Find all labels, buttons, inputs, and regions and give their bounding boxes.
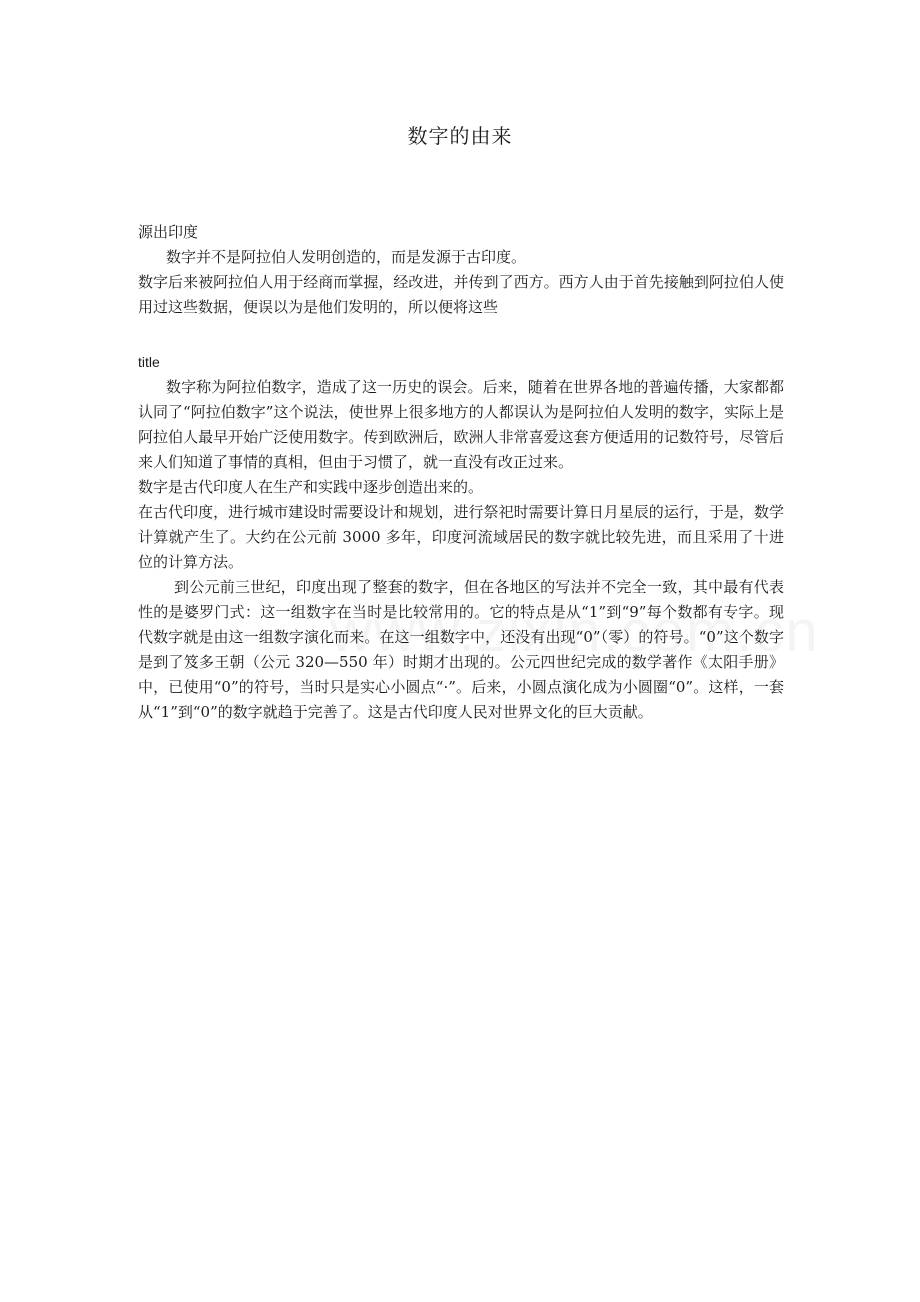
paragraph: 数字是古代印度人在生产和实践中逐步创造出来的。 — [138, 478, 484, 496]
paragraph: 数字并不是阿拉伯人发明创造的，而是发源于古印度。 — [166, 248, 527, 266]
section-heading-title: title — [138, 354, 160, 370]
document-body — [138, 220, 784, 725]
section-heading-origin: 源出印度 — [138, 223, 199, 241]
paragraph: 数字称为阿拉伯数字，造成了这一历史的误会。后来，随着在世界各地的普遍传播，大家都都认同了“阿拉伯数字”这个说法，使世界上很多地方的人都误认为是阿拉伯人发明的数字，实际上是阿拉伯人最早开始广泛使用数字。传到欧洲后，欧洲人非常喜爱这套方便适用的记数符号，尽管后来人们知道了事情的真相，但由于习惯了，就一直没有改正过来。 — [138, 378, 784, 471]
paragraph: 到公元前三世纪，印度出现了整套的数字，但在各地区的写法并不完全一致，其中最有代表性的是婆罗门式：这一组数字在当时是比较常用的。它的特点是从“1”到“9”每个数都有专字。现代数字就是由这一组数字演化而来。在这一组数字中，还没有出现“0”（零）的符号。“0”这个数字是到了笈多王朝（公元 320—550 年）时期才出现的。公元四世纪完成的数学著作《太阳手册》中，已使用“0”的符号，当时只是实心小圆点“·”。后来，小圆点演化成为小圆圈“0”。这样，一套从“1”到“0”的数字就趋于完善了。这是古代印度人民对世界文化的巨大贡献。 — [138, 578, 784, 721]
paragraph: 在古代印度，进行城市建设时需要设计和规划，进行祭祀时需要计算日月星辰的运行，于是，数学计算就产生了。大约在公元前 3000 多年，印度河流域居民的数字就比较先进，而且采用了十进位的计算方法。 — [138, 503, 784, 571]
paragraph: 数字后来被阿拉伯人用于经商而掌握，经改进，并传到了西方。西方人由于首先接触到阿拉伯人使用过这些数据，便误以为是他们发明的，所以便将这些 — [138, 273, 784, 316]
document-title: 数字的由来 — [407, 124, 513, 148]
